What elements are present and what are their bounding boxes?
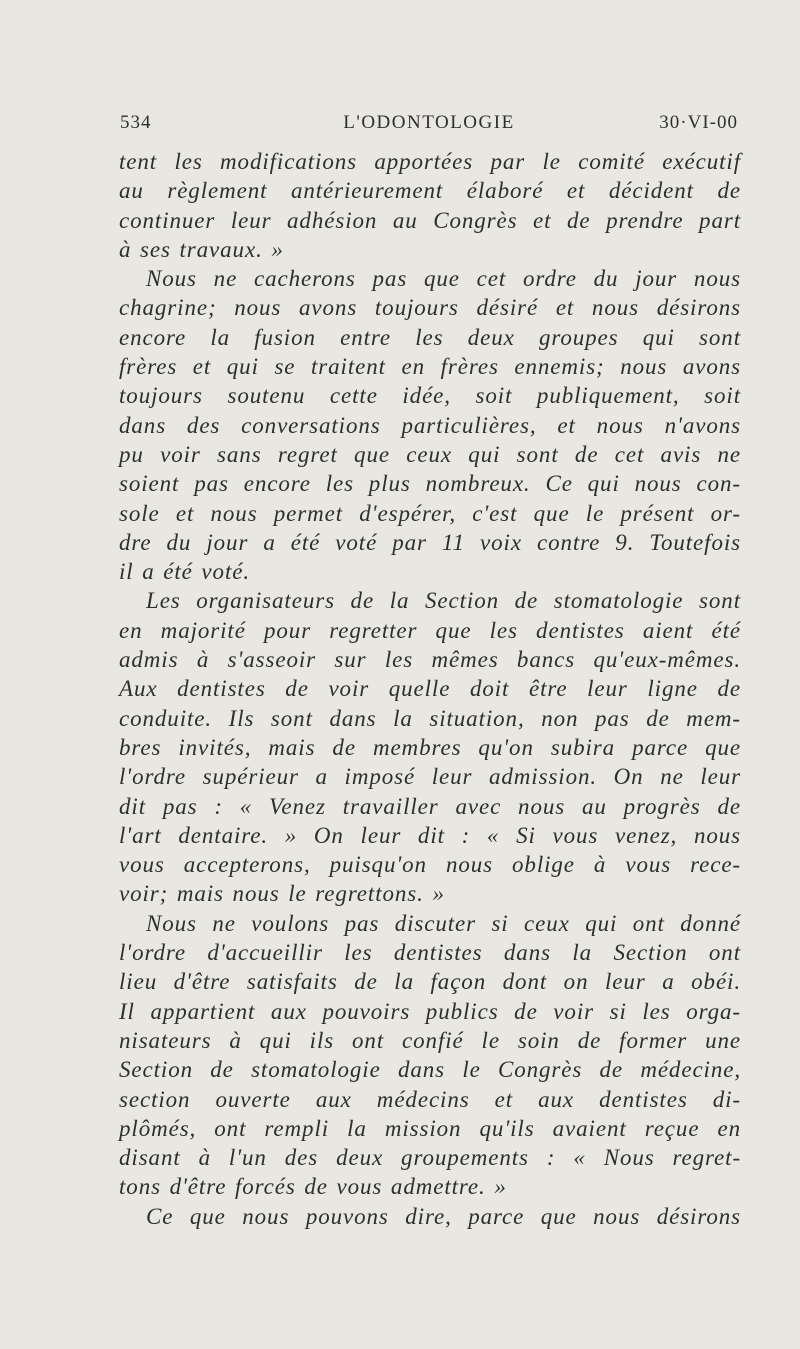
text-line: conduite. Ils sont dans la situation, non pas de mem- <box>119 705 741 731</box>
text-line: sole et nous permet d'espérer, c'est que le présent or- <box>119 500 741 526</box>
text-line: pu voir sans regret que ceux qui sont de cet avis ne <box>119 441 741 467</box>
text-line: Section de stomatologie dans le Congrès de médecine, <box>119 1057 741 1083</box>
text-line: continuer leur adhésion au Congrès et de prendre part <box>119 207 741 233</box>
text-line: section ouverte aux médecins et aux dentistes di- <box>119 1086 741 1112</box>
text-line: au règlement antérieurement élaboré et décident de <box>119 178 741 204</box>
text-line: l'art dentaire. » On leur dit : « Si vous venez, nous <box>119 822 741 848</box>
text-line: bres invités, mais de membres qu'on subira parce que <box>119 734 741 760</box>
text-line: tent les modifications apportées par le comité exécutif <box>119 149 741 174</box>
journal-title: L'ODONTOLOGIE <box>343 112 515 133</box>
text-line: plômés, ont rempli la mission qu'ils avaient reçue en <box>119 1115 741 1141</box>
text-line: voir; mais nous le regrettons. » <box>119 881 445 907</box>
text-line: encore la fusion entre les deux groupes qui sont <box>119 324 741 350</box>
body-text <box>119 147 741 1231</box>
text-line: disant à l'un des deux groupements : « Nous regret- <box>119 1145 741 1171</box>
text-line: lieu d'être satisfaits de la façon dont on leur a obéi. <box>119 969 741 995</box>
text-line: tons d'être forcés de vous admettre. » <box>119 1174 507 1200</box>
text-line: l'ordre d'accueillir les dentistes dans la Section ont <box>119 940 741 966</box>
running-head <box>120 112 738 142</box>
text-line: Nous ne voulons pas discuter si ceux qui ont donné <box>146 910 741 936</box>
text-line: Aux dentistes de voir quelle doit être leur ligne de <box>119 676 741 702</box>
text-line: dre du jour a été voté par 11 voix contre 9. Toutefois <box>119 529 741 555</box>
text-line: Il appartient aux pouvoirs publics de voir si les orga- <box>119 998 741 1024</box>
text-line: à ses travaux. » <box>119 236 284 262</box>
text-line: Ce que nous pouvons dire, parce que nous désirons <box>146 1203 741 1229</box>
text-line: chagrine; nous avons toujours désiré et nous désirons <box>119 295 741 321</box>
text-line: en majorité pour regretter que les dentistes aient été <box>119 617 741 643</box>
text-line: dans des conversations particulières, et nous n'avons <box>119 412 741 438</box>
text-line: l'ordre supérieur a imposé leur admission. On ne leur <box>119 764 741 790</box>
text-line: Les organisateurs de la Section de stomatologie sont <box>146 588 741 614</box>
text-line: Nous ne cacherons pas que cet ordre du jour nous <box>146 266 741 292</box>
text-line: toujours soutenu cette idée, soit publiquement, soit <box>119 383 741 409</box>
issue-date: 30·VI-00 <box>659 112 738 133</box>
text-line: admis à s'asseoir sur les mêmes bancs qu'eux-mêmes. <box>119 647 741 673</box>
text-line: il a été voté. <box>119 559 250 585</box>
text-line: nisateurs à qui ils ont confié le soin de former une <box>119 1027 741 1053</box>
page-number: 534 <box>120 112 152 133</box>
text-line: frères et qui se traitent en frères ennemis; nous avons <box>119 354 741 380</box>
text-line: soient pas encore les plus nombreux. Ce qui nous con- <box>119 471 741 497</box>
text-line: dit pas : « Venez travailler avec nous au progrès de <box>119 793 741 819</box>
text-line: vous accepterons, puisqu'on nous oblige à vous rece- <box>119 852 741 878</box>
